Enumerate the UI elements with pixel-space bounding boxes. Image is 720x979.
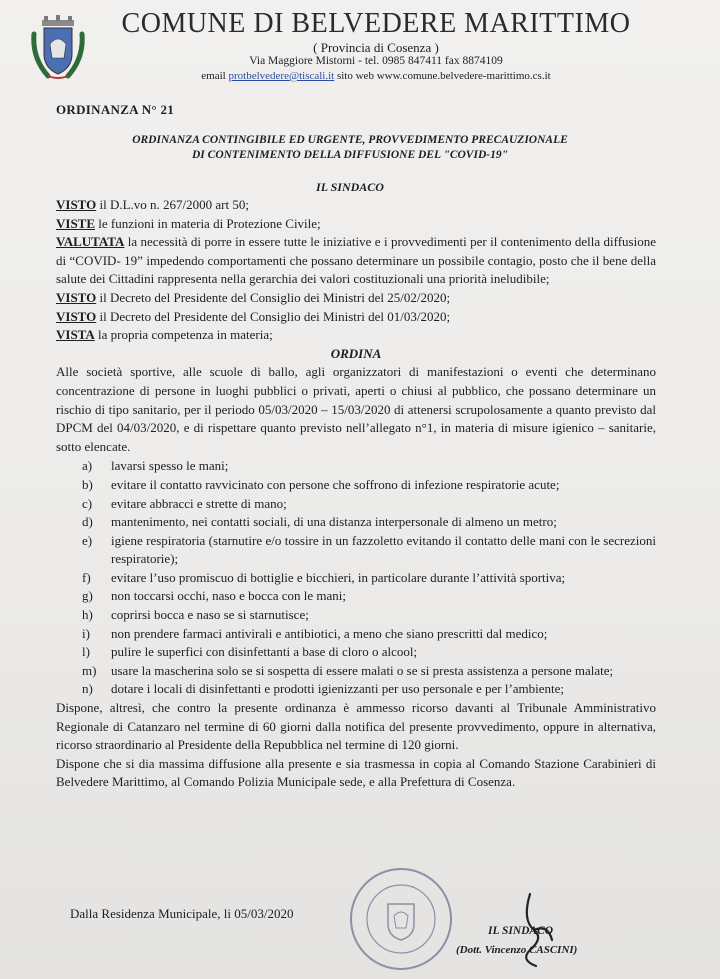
- list-item: [56, 680, 656, 699]
- item-letter: c): [82, 495, 93, 511]
- item-letter: a): [82, 458, 93, 474]
- ordinance-subject: [120, 133, 580, 163]
- item-text: mantenimento, nei contatti sociali, di una distanza interpersonale di almeno un metro;: [111, 514, 557, 530]
- email-label: email: [201, 70, 226, 82]
- list-item: [56, 569, 656, 588]
- premise-key: VISTO: [56, 197, 97, 212]
- premise-4: [56, 289, 656, 308]
- website-text: sito web www.comune.belvedere-marittimo.cs.it: [336, 70, 551, 82]
- official-stamp-icon: [348, 866, 454, 972]
- list-item: [56, 476, 656, 495]
- ordinance-body: [56, 196, 656, 792]
- address-line: Via Maggiore Mistorni - tel. 0985 847411 fax 8874109: [249, 55, 503, 67]
- item-text: non toccarsi occhi, naso e bocca con le mani;: [111, 588, 346, 604]
- measures-list: [56, 457, 656, 699]
- list-item: [56, 662, 656, 681]
- appeal-notice: Dispone, altresì, che contro la presente ordinanza è ammesso ricorso davanti al Tribunale Amministrativo Regionale di Catanzaro nel termine di 60 giorni dalla notifica del presente provvedimento, oppure in alternativa, ricorso straordinario al Presidente della Repubblica nel termine di 120 giorni.: [56, 700, 656, 753]
- list-item: [56, 495, 656, 514]
- item-letter: h): [82, 607, 93, 623]
- premise-text: il Decreto del Presidente del Consiglio dei Ministri del 01/03/2020;: [96, 308, 451, 324]
- premise-text: la necessità di porre in essere tutte le iniziative e i provvedimenti per il contenimento della diffusione di “COVID- 19” impedendo comportamenti che possano determinare un possibile contagio, posto che il bene della salute dei Cittadini rappresenta nella gerarchia dei valori costituzionali una priorità ineludibile;: [56, 234, 656, 287]
- premise-2: [56, 215, 656, 234]
- order-heading: ORDINA: [330, 345, 382, 361]
- item-letter: e): [82, 532, 93, 548]
- item-text: evitare abbracci e strette di mano;: [111, 495, 287, 511]
- signature-name: (Dott. Vincenzo CASCINI): [456, 944, 578, 956]
- list-item: [56, 587, 656, 606]
- item-text: pulire le superfici con disinfettanti a base di cloro o alcool;: [111, 644, 418, 660]
- premise-text: le funzioni in materia di Protezione Civile;: [95, 215, 321, 231]
- item-letter: d): [82, 514, 93, 530]
- item-text: lavarsi spesso le mani;: [111, 458, 229, 474]
- list-item: [56, 625, 656, 644]
- item-text: non prendere farmaci antivirali e antibiotici, a meno che siano prescritti dal medico;: [111, 625, 548, 641]
- distribution-notice: Dispone che si dia massima diffusione alla presente e sia trasmessa in copia al Comando Stazione Carabinieri di Belvedere Marittimo, al Comando Polizia Municipale sede, e alla Prefettura di Cosenza.: [56, 755, 656, 790]
- item-text: dotare i locali di disinfettanti e prodotti igienizzanti per uso personale e per l’ambiente;: [111, 681, 565, 697]
- item-text: usare la mascherina solo se si sospetta di essere malati o se si presta assistenza a persone malate;: [111, 662, 614, 678]
- subject-line-2: DI CONTENIMENTO DELLA DIFFUSIONE DEL "COVID-19": [192, 149, 508, 161]
- item-letter: l): [82, 644, 90, 660]
- list-item: [56, 513, 656, 532]
- item-letter: f): [82, 569, 91, 585]
- item-letter: m): [82, 662, 97, 678]
- premise-key: VISTE: [56, 215, 96, 231]
- list-item: [56, 532, 656, 569]
- premise-5: [56, 308, 656, 327]
- premise-3: [56, 233, 656, 289]
- municipal-crest-icon: [30, 14, 86, 82]
- premise-text: la propria competenza in materia;: [94, 327, 273, 343]
- premise-6: [56, 326, 656, 345]
- list-item: [56, 643, 656, 662]
- item-text: igiene respiratoria (starnutire e/o tossire in un fazzoletto evitando il contatto delle mani con le secrezioni respiratorie);: [111, 532, 656, 567]
- premise-key: VISTO: [56, 289, 97, 305]
- item-text: evitare l’uso promiscuo di bottiglie e bicchieri, in particolare durante l’attività sportiva;: [111, 569, 566, 585]
- premise-key: VALUTATA: [56, 234, 125, 250]
- mayor-heading: IL SINDACO: [316, 180, 384, 194]
- email-link[interactable]: protbelvedere@tiscali.it: [228, 70, 335, 82]
- premise-key: VISTA: [56, 327, 95, 343]
- place-and-date: Dalla Residenza Municipale, li 05/03/2020: [70, 906, 294, 921]
- signature-title: IL SINDACO: [488, 925, 554, 937]
- item-text: coprirsi bocca e naso se si starnutisce;: [111, 607, 309, 623]
- list-item: [56, 606, 656, 625]
- order-intro: Alle società sportive, alle scuole di ballo, agli organizzatori di manifestazioni o eventi che determinano concentrazione di persone in luoghi pubblici o privati, aperti o chiusi al pubblico, che possano determinare un rischio di tipo sanitario, per il periodo 05/03/2020 – 15/03/2020 di attenersi scrupolosamente a quanto previsto dal DPCM del 04/03/2020, e di rispettare quanto previsto nell’allegato n°1, in materia di misure igienico – sanitarie, sotto elencate.: [56, 364, 656, 454]
- list-item: [56, 457, 656, 476]
- contact-line: [96, 70, 656, 82]
- premise-text: il D.L.vo n. 267/2000 art 50;: [96, 197, 249, 212]
- item-letter: n): [82, 681, 93, 697]
- premise-text: il Decreto del Presidente del Consiglio dei Ministri del 25/02/2020;: [96, 289, 451, 305]
- premise-1: [56, 196, 656, 215]
- item-text: evitare il contatto ravvicinato con persone che soffrono di infezione respiratorie acute;: [111, 476, 560, 492]
- subject-line-1: ORDINANZA CONTINGIBILE ED URGENTE, PROVVEDIMENTO PRECAUZIONALE: [132, 134, 568, 146]
- ordinance-number: ORDINANZA N° 21: [56, 102, 175, 117]
- item-letter: b): [82, 476, 93, 492]
- municipality-title: COMUNE DI BELVEDERE MARITTIMO: [121, 8, 631, 39]
- province-line: ( Provincia di Cosenza ): [313, 40, 439, 55]
- premise-key: VISTO: [56, 308, 97, 324]
- item-letter: i): [82, 625, 90, 641]
- item-letter: g): [82, 588, 93, 604]
